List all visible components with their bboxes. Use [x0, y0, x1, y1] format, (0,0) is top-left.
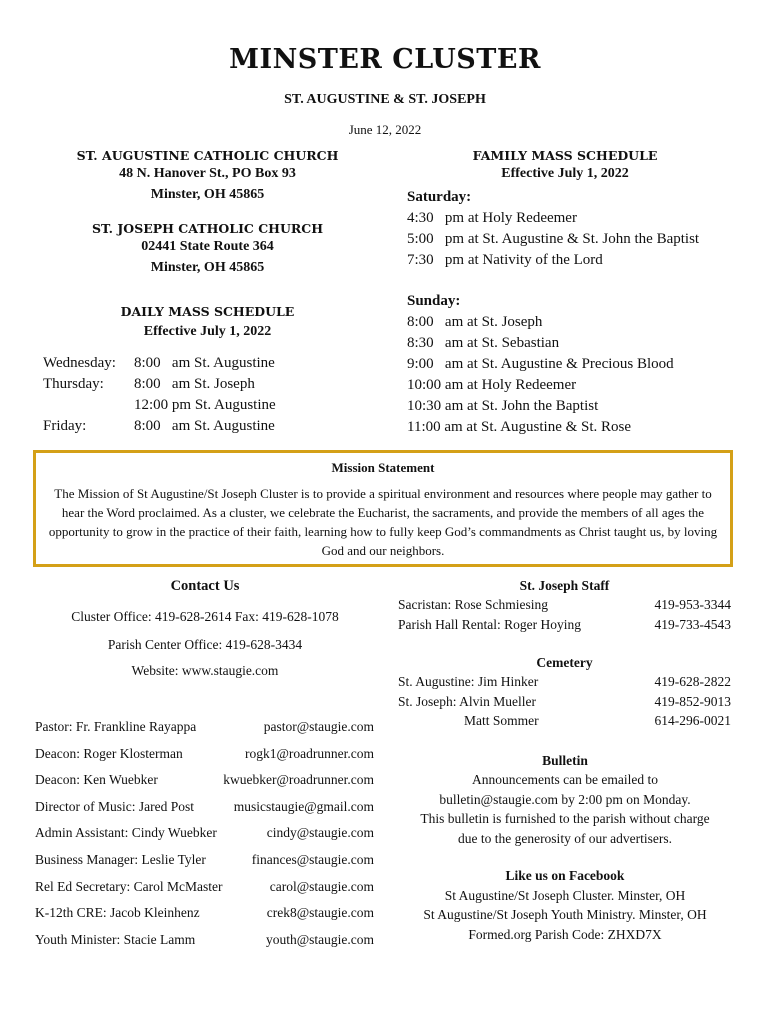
- contact-person-row: [35, 714, 374, 741]
- contact-role: K-12th CRE: Jacob Kleinhenz: [35, 905, 200, 921]
- augustine-church-block: [75, 148, 340, 205]
- daily-mass-row: [43, 374, 363, 395]
- contact-person-row: [35, 767, 374, 794]
- staff-section: [398, 578, 731, 634]
- facebook-line: Formed.org Parish Code: ZHXD7X: [468, 926, 662, 942]
- contact-role: Rel Ed Secretary: Carol McMaster: [35, 878, 223, 894]
- cemetery-phone: 419-628-2822: [654, 674, 731, 689]
- contact-role: Director of Music: Jared Post: [35, 798, 194, 814]
- contact-email[interactable]: carol@staugie.com: [269, 878, 374, 894]
- sunday-label: Sunday:: [407, 293, 461, 309]
- bulletin-line: bulletin@staugie.com by 2:00 pm on Monday.: [439, 791, 691, 807]
- contact-heading: Contact Us: [170, 578, 240, 594]
- augustine-address-line2: Minster, OH 45865: [150, 187, 265, 202]
- contact-role: Deacon: Roger Klosterman: [35, 745, 183, 761]
- contact-email[interactable]: cindy@staugie.com: [266, 825, 374, 841]
- daily-mass-time: 8:00 am St. Joseph: [134, 376, 255, 392]
- saturday-schedule: [407, 187, 747, 271]
- contact-role: Pastor: Fr. Frankline Rayappa: [35, 719, 197, 734]
- facebook-line: St Augustine/St Joseph Cluster. Minster, OH: [444, 887, 686, 903]
- daily-mass-header: [75, 304, 340, 342]
- bulletin-line: due to the generosity of our advertisers.: [457, 830, 673, 846]
- website-line: Website: www.staugie.com: [131, 663, 279, 678]
- sunday-schedule: [407, 291, 747, 438]
- contact-person-row: [35, 847, 374, 874]
- parish-center-line: Parish Center Office: 419-628-3434: [107, 637, 303, 652]
- augustine-address-line1: 48 N. Hanover St., PO Box 93: [119, 166, 296, 181]
- sunday-mass: 8:00 am at St. Joseph: [407, 314, 543, 330]
- daily-mass-time: 8:00 am St. Augustine: [134, 355, 275, 371]
- staff-row: [398, 615, 731, 635]
- bulletin-section: [390, 751, 740, 848]
- sunday-mass: 11:00 am at St. Augustine & St. Rose: [407, 419, 632, 435]
- staff-phone: 419-953-3344: [654, 597, 731, 612]
- contact-people-list: [35, 714, 374, 953]
- contact-email[interactable]: pastor@staugie.com: [263, 719, 374, 734]
- contact-person-row: [35, 927, 374, 954]
- sunday-mass: 10:00 am at Holy Redeemer: [407, 377, 577, 393]
- cemetery-heading: Cemetery: [536, 655, 593, 670]
- contact-email[interactable]: crek8@staugie.com: [266, 905, 374, 921]
- family-mass-heading: FAMILY MASS SCHEDULE: [472, 148, 658, 163]
- cemetery-row: [398, 672, 731, 692]
- family-mass-header: [430, 148, 700, 184]
- daily-mass-row: [43, 395, 363, 416]
- staff-phone: 419-733-4543: [654, 616, 731, 632]
- daily-mass-row: [43, 353, 363, 374]
- daily-mass-list: [43, 353, 363, 437]
- daily-mass-day: Wednesday:: [43, 355, 116, 371]
- joseph-church-name: ST. JOSEPH CATHOLIC CHURCH: [91, 221, 324, 236]
- mission-statement-box: [33, 450, 733, 567]
- staff-heading: St. Joseph Staff: [519, 578, 610, 593]
- cemetery-section: [398, 655, 731, 731]
- joseph-church-block: [75, 221, 340, 278]
- cluster-office-line: Cluster Office: 419-628-2614 Fax: 419-628-1078: [71, 609, 339, 624]
- bulletin-line: Announcements can be emailed to: [472, 772, 658, 787]
- contact-email[interactable]: finances@staugie.com: [251, 851, 374, 867]
- contact-person-row: [35, 794, 374, 821]
- daily-mass-time: 12:00 pm St. Augustine: [134, 397, 276, 413]
- saturday-mass: 7:30 pm at Nativity of the Lord: [407, 252, 603, 268]
- family-mass-effective: Effective July 1, 2022: [501, 166, 629, 181]
- page-subtitle: ST. AUGUSTINE & ST. JOSEPH: [284, 92, 486, 107]
- contact-role: Business Manager: Leslie Tyler: [35, 851, 206, 867]
- saturday-label: Saturday:: [407, 189, 472, 205]
- staff-name: Sacristan: Rose Schmiesing: [398, 597, 548, 612]
- bulletin-line: This bulletin is furnished to the parish without charge: [420, 811, 710, 826]
- daily-mass-day: Thursday:: [43, 376, 104, 392]
- daily-mass-heading: DAILY MASS SCHEDULE: [120, 304, 295, 319]
- daily-mass-time: 8:00 am St. Augustine: [134, 418, 275, 434]
- saturday-mass: 5:00 pm at St. Augustine & St. John the Baptist: [407, 231, 700, 247]
- contact-email[interactable]: youth@staugie.com: [265, 931, 374, 947]
- contact-person-row: [35, 741, 374, 768]
- contact-person-row: [35, 900, 374, 927]
- staff-row: [398, 595, 731, 615]
- bulletin-date: June 12, 2022: [348, 122, 422, 137]
- contact-email[interactable]: kwuebker@roadrunner.com: [223, 772, 374, 788]
- mission-statement-title: Mission Statement: [331, 460, 435, 475]
- contact-person-row: [35, 820, 374, 847]
- contact-person-row: [35, 874, 374, 901]
- joseph-address-line1: 02441 State Route 364: [141, 239, 274, 254]
- cemetery-row: [398, 692, 731, 712]
- cemetery-name: St. Joseph: Alvin Mueller: [398, 693, 536, 709]
- cemetery-name: St. Augustine: Jim Hinker: [398, 674, 539, 689]
- facebook-heading: Like us on Facebook: [505, 868, 625, 883]
- cemetery-phone: 614-296-0021: [654, 713, 731, 728]
- mission-statement-text: The Mission of St Augustine/St Joseph Cluster is to provide a spiritual environment and resources where people may gather to hear the Word proclaimed. As a cluster, we celebrate the Eucharist, the sacraments, and provide the members of all ages the opportunity to grow in the practice of their faith, learning how to fully keep God’s commandments as Christ taught us, by loving God and our neighbors.: [48, 486, 718, 558]
- cemetery-phone: 419-852-9013: [654, 693, 731, 709]
- daily-mass-day: Friday:: [43, 418, 87, 434]
- contact-section: [35, 578, 375, 681]
- augustine-church-name: ST. AUGUSTINE CATHOLIC CHURCH: [76, 148, 339, 163]
- sunday-mass: 10:30 am at St. John the Baptist: [407, 398, 599, 414]
- saturday-mass: 4:30 pm at Holy Redeemer: [407, 210, 577, 226]
- contact-email[interactable]: rogk1@roadrunner.com: [244, 745, 374, 761]
- cemetery-name: Matt Sommer: [464, 713, 539, 728]
- contact-role: Deacon: Ken Wuebker: [35, 772, 158, 788]
- daily-mass-day: [43, 395, 134, 416]
- bulletin-heading: Bulletin: [542, 753, 588, 768]
- daily-mass-effective: Effective July 1, 2022: [143, 324, 272, 339]
- staff-name: Parish Hall Rental: Roger Hoying: [398, 616, 581, 632]
- page-title: MINSTER CLUSTER: [229, 44, 541, 75]
- cemetery-row: [398, 711, 731, 731]
- facebook-line: St Augustine/St Joseph Youth Ministry. Minster, OH: [423, 907, 707, 922]
- facebook-section: [390, 866, 740, 944]
- daily-mass-row: [43, 416, 363, 437]
- sunday-mass: 9:00 am at St. Augustine & Precious Blood: [407, 356, 674, 372]
- sunday-mass: 8:30 am at St. Sebastian: [407, 335, 560, 351]
- contact-role: Admin Assistant: Cindy Wuebker: [35, 825, 217, 841]
- contact-email[interactable]: musicstaugie@gmail.com: [233, 798, 374, 814]
- contact-role: Youth Minister: Stacie Lamm: [35, 931, 196, 947]
- joseph-address-line2: Minster, OH 45865: [150, 260, 265, 275]
